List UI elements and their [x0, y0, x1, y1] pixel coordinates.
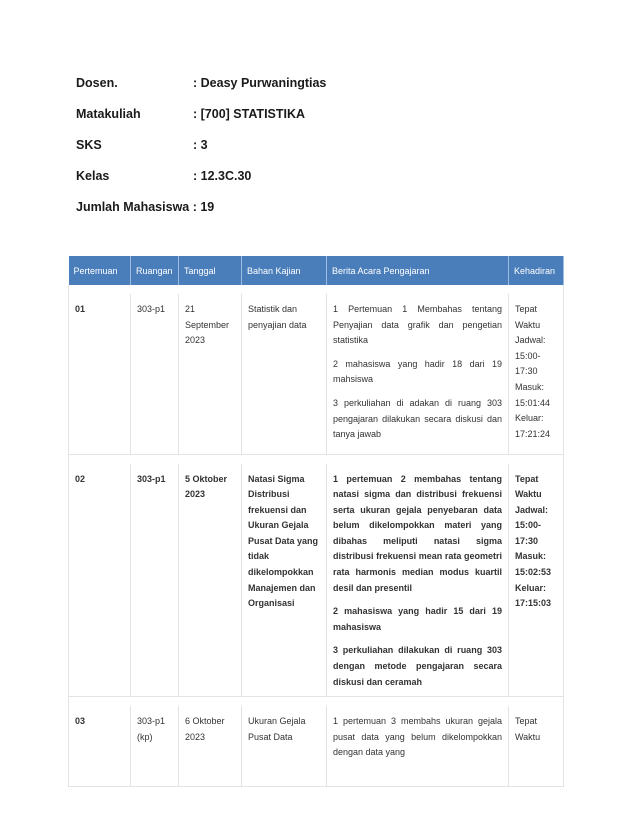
kelas-label: Kelas — [76, 169, 110, 183]
matakuliah-label: Matakuliah — [76, 107, 141, 121]
cell-pertemuan: 02 — [69, 464, 131, 697]
berita-item: 1 pertemuan 3 membahs ukuran gejala pusat data yang belum dikelompokkan dengan data yang — [333, 716, 502, 758]
jumlah-mahasiswa: Jumlah Mahasiswa : 19 — [76, 200, 215, 214]
table-row — [69, 464, 564, 697]
cell-ruangan: 303-p1 (kp) — [131, 706, 179, 786]
cell-ruangan: 303-p1 — [131, 464, 179, 697]
cell-kehadiran: Tepat Waktu — [509, 706, 564, 786]
attendance-table-container — [68, 256, 563, 758]
header-tanggal: Tanggal — [179, 256, 242, 285]
header-pertemuan: Pertemuan — [69, 256, 131, 285]
matakuliah-row — [76, 107, 305, 121]
berita-item: 2 mahasiswa yang hadir 15 dari 19 mahasiswa — [333, 606, 502, 632]
cell-tanggal: 5 Oktober 2023 — [179, 464, 242, 697]
cell-berita-acara — [327, 294, 509, 454]
cell-tanggal: 21 September 2023 — [179, 294, 242, 454]
cell-bahan-kajian: Statistik dan penyajian data — [242, 294, 327, 454]
dosen-row — [76, 76, 326, 90]
header-bahan-kajian: Bahan Kajian — [242, 256, 327, 285]
matakuliah-value: : [700] STATISTIKA — [193, 107, 306, 121]
sks-row — [76, 138, 208, 152]
attendance-table — [68, 256, 564, 787]
berita-item: 2 mahasiswa yang hadir 18 dari 19 mahsiswa — [333, 358, 502, 385]
kelas-row — [76, 169, 251, 183]
cell-bahan-kajian: Natasi Sigma Distribusi frekuensi dan Ukuran Gejala Pusat Data yang tidak dikelompokkan Manajemen dan Organisasi — [242, 464, 327, 697]
kelas-value: : 12.3C.30 — [193, 169, 252, 183]
cell-pertemuan: 03 — [69, 706, 131, 786]
berita-item: 3 perkuliahan di adakan di ruang 303 pengajaran dilakukan secara diskusi dan tanya jawab — [333, 397, 502, 440]
berita-item: 1 Pertemuan 1 Membahas tentang Penyajian data grafik dan pengetian statistika — [333, 304, 502, 346]
cell-bahan-kajian: Ukuran Gejala Pusat Data — [242, 706, 327, 786]
header-ruangan: Ruangan — [131, 256, 179, 285]
table-header-row — [69, 256, 564, 285]
cell-pertemuan: 01 — [69, 294, 131, 454]
cell-berita-acara — [327, 706, 509, 786]
cell-kehadiran: Tepat Waktu Jadwal: 15:00-17:30 Masuk: 15:01:44 Keluar: 17:21:24 — [509, 294, 564, 454]
cell-berita-acara — [327, 464, 509, 697]
cell-kehadiran: Tepat Waktu Jadwal: 15:00-17:30 Masuk: 15:02:53 Keluar: 17:15:03 — [509, 464, 564, 697]
berita-item: 3 perkuliahan dilakukan di ruang 303 dengan metode pengajaran secara diskusi dan ceramah — [333, 645, 502, 687]
sks-value: : 3 — [193, 138, 208, 152]
dosen-value: : Deasy Purwaningtias — [193, 76, 327, 90]
table-row — [69, 706, 564, 786]
sks-label: SKS — [76, 138, 102, 152]
table-row — [69, 294, 564, 454]
header-berita-acara: Berita Acara Pengajaran — [327, 256, 509, 285]
cell-tanggal: 6 Oktober 2023 — [179, 706, 242, 786]
berita-item: 1 pertemuan 2 membahas tentang natasi sigma dan distribusi frekuensi serta ukuran gejala penyebaran data belum dikelompokkan materi yang dibahas meliputi natasi sigma distribusi frekuensi mean rata geometri rata harmonis median modus kuartil desil dan presentil — [333, 473, 502, 593]
header-kehadiran: Kehadiran — [509, 256, 564, 285]
dosen-label: Dosen. — [76, 76, 118, 90]
cell-ruangan: 303-p1 — [131, 294, 179, 454]
